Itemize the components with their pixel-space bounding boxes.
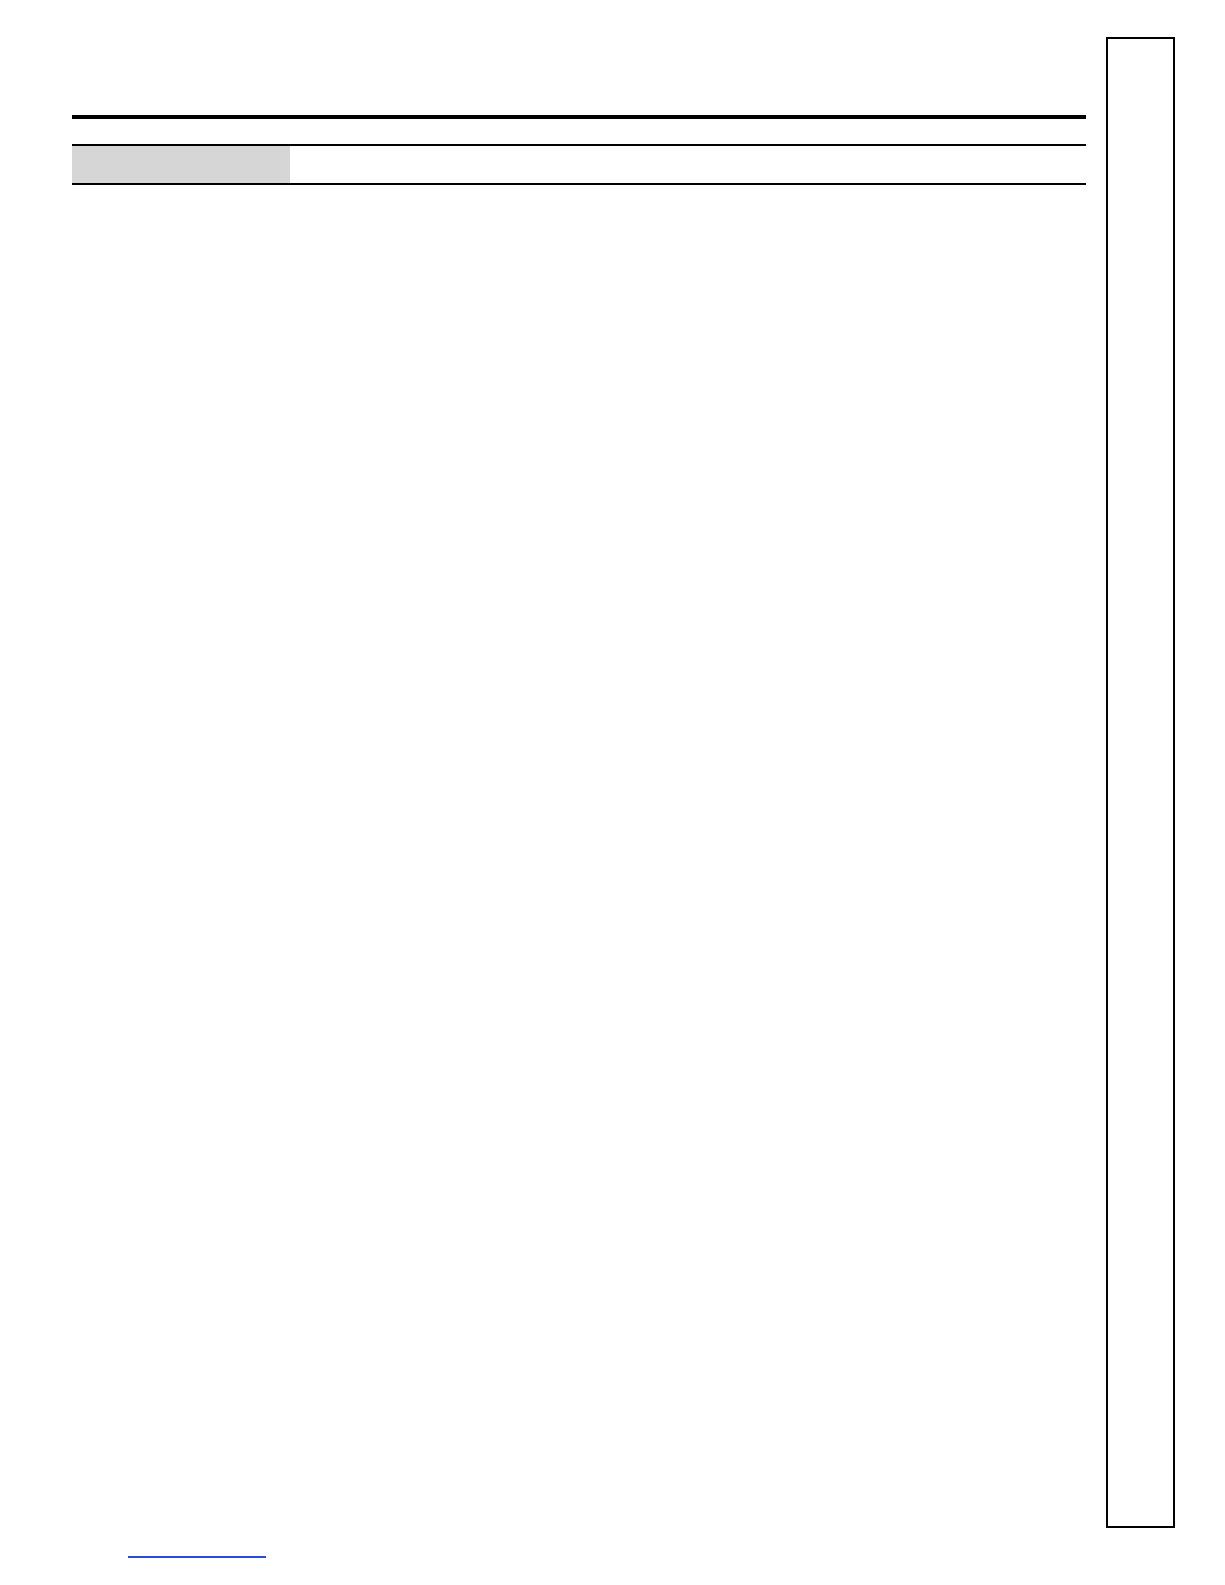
section-tabs: [1106, 37, 1175, 1528]
top-rule: [72, 115, 1086, 119]
header-shade: [72, 146, 290, 183]
table-header: [72, 144, 1086, 185]
footer-link-line: [128, 1556, 266, 1558]
troubleshooting-table: [72, 144, 1086, 185]
